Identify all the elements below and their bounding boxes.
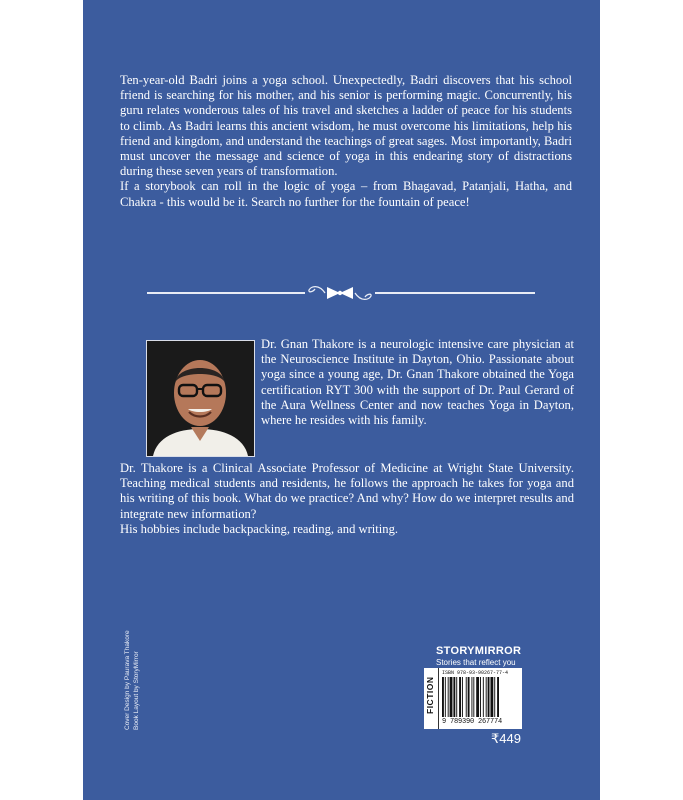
back-cover (83, 0, 600, 800)
divider-left (147, 292, 305, 294)
genre-label: FICTION (425, 676, 435, 714)
author-bio-paragraph: Dr. Thakore is a Clinical Associate Professor of Medicine at Wright State University. Teaching medical students and residents, he follows the approach he takes for yoga and his writing of this book. What do we practice? And why? How do we interpret results and integrate new information? (120, 461, 574, 521)
price: ₹449 (491, 731, 521, 746)
layout-credit: Book Layout by StoryMirror (133, 651, 140, 730)
author-bio-more (120, 461, 574, 537)
author-hobbies: His hobbies include backpacking, reading, and writing. (120, 521, 399, 536)
author-bio-intro: Dr. Gnan Thakore is a neurologic intensive care physician at the Neuroscience Institute in Dayton, Ohio. Passionate about yoga since a young age, Dr. Gnan Thakore obtained the Yoga certification RYT 300 with the support of Dr. Paul Gerard of the Aura Wellness Center and now teaches Yoga in Dayton, where he resides with his family. (261, 337, 574, 428)
cover-design-credit: Cover Design by Paurava Thakore (124, 630, 131, 730)
synopsis-paragraph-2: If a storybook can roll in the logic of yoga – from Bhagavad, Patanjali, Hatha, and Chakra - this would be it. Search no further for the fountain of peace! (120, 179, 572, 209)
barcode-block (424, 668, 522, 729)
bow-ornament-icon (305, 280, 375, 306)
design-credits (124, 630, 254, 730)
publisher-tagline: Stories that reflect you (436, 658, 516, 667)
barcode-digits: 9 789390 267774 (442, 718, 503, 726)
divider-right (375, 292, 535, 294)
barcode-icon (442, 677, 519, 717)
isbn-label: ISBN 978-93-90267-77-4 (442, 670, 509, 676)
author-photo (146, 340, 255, 457)
genre-strip (424, 668, 439, 729)
synopsis (120, 73, 572, 210)
synopsis-paragraph-1: Ten-year-old Badri joins a yoga school. Unexpectedly, Badri discovers that his school friend is searching for his mother, and his senior is performing magic. Concurrently, his guru relates wonderous tales of his travel and sketches a ladder of peace for his students to climb. As Badri learns this ancient wisdom, he must overcome his limitations, help his friend and kingdom, and understand the teachings of great sages. Most importantly, Badri must uncover the message and science of yoga in this endearing story of distractions during these seven years of transformation. (120, 73, 572, 179)
publisher-logo: STORYMIRROR (436, 645, 522, 657)
